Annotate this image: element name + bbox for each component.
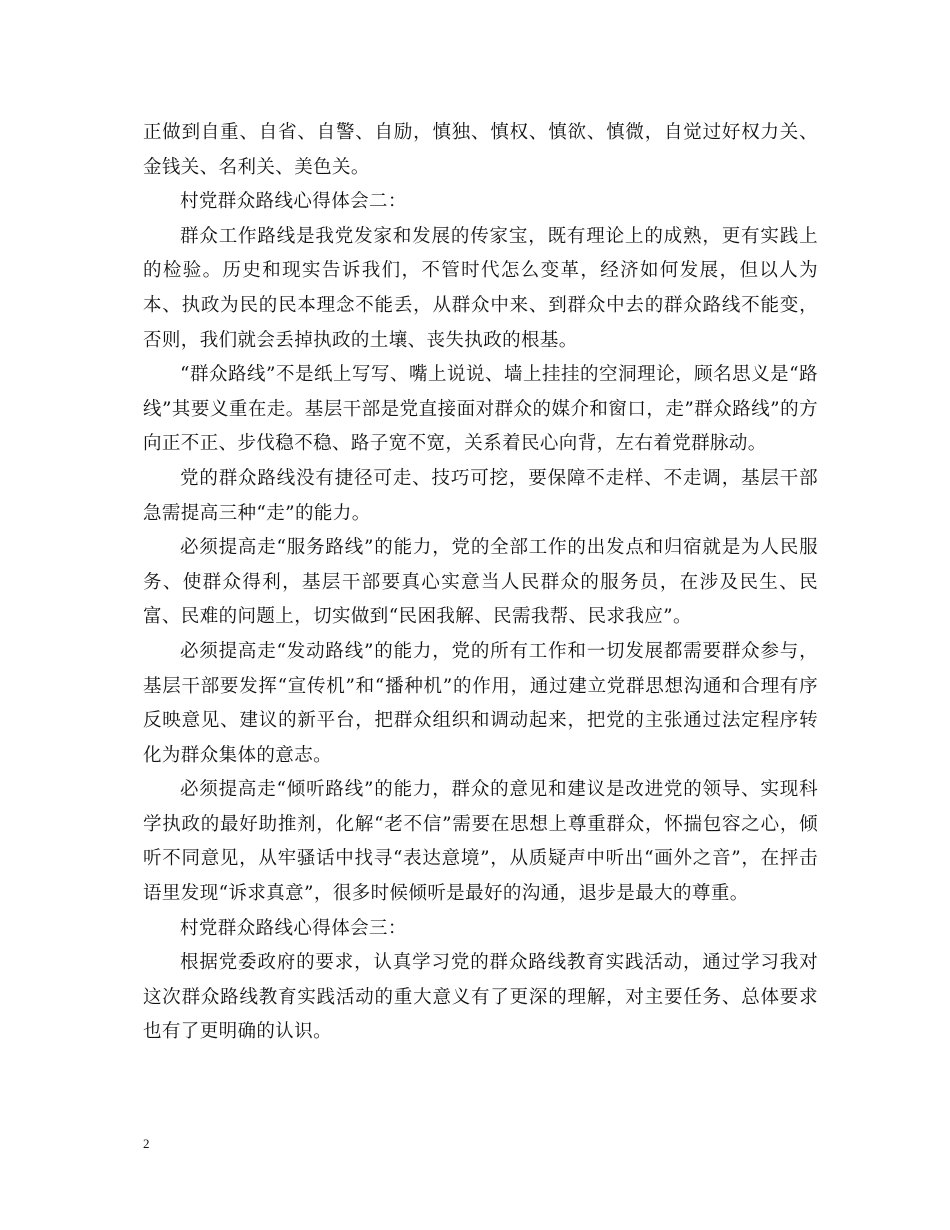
page-number: 2 — [143, 1136, 150, 1151]
paragraph-continuation: 正做到自重、自省、自警、自励，慎独、慎权、慎欲、慎微，自觉过好权力关、金钱关、名利关、美色关。 — [143, 122, 818, 178]
paragraph: 党的群众路线没有捷径可走、技巧可挖，要保障不走样、不走调，基层干部急需提高三种“走”的能力。 — [143, 467, 818, 524]
paragraph: “群众路线”不是纸上写写、嘴上说说、墙上挂挂的空洞理论，顾名思义是“路线”其要义重在走。基层干部是党直接面对群众的媒介和窗口，走”群众路线”的方向正不正、步伐稳不稳、路子宽不宽，关系着民心向背，左右着党群脉动。 — [143, 364, 818, 455]
paragraph: 根据党委政府的要求，认真学习党的群众路线教育实践活动，通过学习我对这次群众路线教育实践活动的重大意义有了更深的理解，对主要任务、总体要求也有了更明确的认识。 — [143, 952, 818, 1043]
paragraph: 必须提高走“服务路线”的能力，党的全部工作的出发点和归宿就是为人民服务、使群众得利，基层干部要真心实意当人民群众的服务员，在涉及民生、民富、民难的问题上，切实做到“民困我解、民需我帮、民求我应”。 — [143, 537, 818, 628]
paragraph: 群众工作路线是我党发家和发展的传家宝，既有理论上的成熟，更有实践上的检验。历史和现实告诉我们，不管时代怎么变革，经济如何发展，但以人为本、执政为民的民本理念不能丢，从群众中来、到群众中去的群众路线不能变，否则，我们就会丢掉执政的土壤、丧失执政的根基。 — [143, 225, 818, 351]
document-body — [143, 116, 818, 1050]
section-heading-3: 村党群众路线心得体会三： — [180, 917, 407, 939]
section-heading-2: 村党群众路线心得体会二： — [180, 191, 407, 213]
paragraph: 必须提高走“发动路线”的能力，党的所有工作和一切发展都需要群众参与，基层干部要发挥“宣传机”和“播种机”的作用，通过建立党群思想沟通和合理有序反映意见、建议的新平台，把群众组织和调动起来，把党的主张通过法定程序转化为群众集体的意志。 — [143, 640, 818, 766]
paragraph: 必须提高走“倾听路线”的能力，群众的意见和建议是改进党的领导、实现科学执政的最好助推剂，化解“老不信”需要在思想上尊重群众，怀揣包容之心，倾听不同意见，从牢骚话中找寻“表达意境”，从质疑声中听出“画外之音”，在抨击语里发现“诉求真意”，很多时候倾听是最好的沟通，退步是最大的尊重。 — [143, 779, 818, 905]
